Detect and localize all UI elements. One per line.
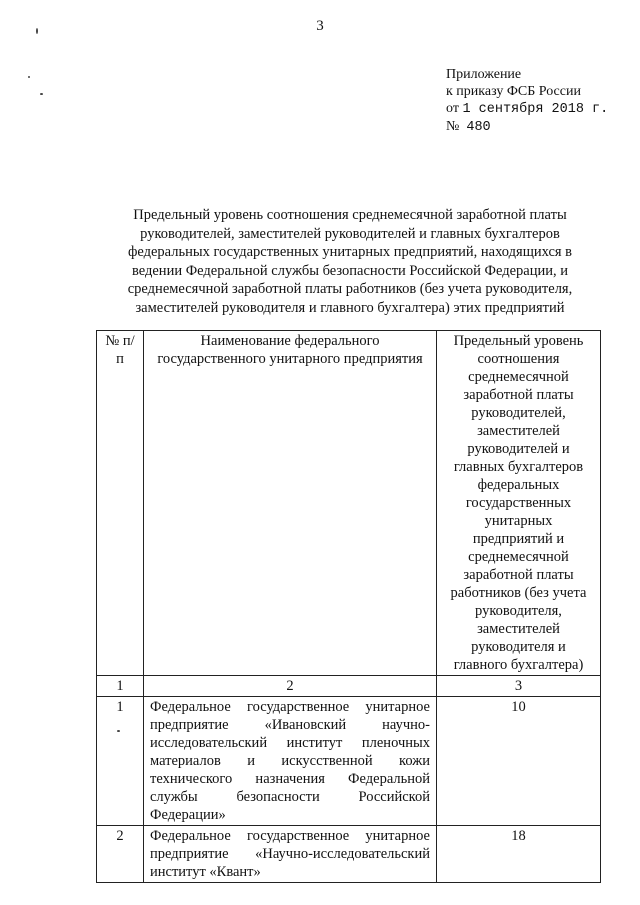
scan-speck xyxy=(40,93,43,95)
table-row xyxy=(97,826,601,883)
title-line: федеральных государственных унитарных предприятий, находящихся в xyxy=(127,244,573,260)
title-line: Предельный уровень соотношения среднемесячной заработной платы xyxy=(133,207,567,223)
appendix-date xyxy=(446,100,608,118)
title-line: заместителей руководителя и главного бухгалтера) этих предприятий xyxy=(135,299,565,316)
header-ratio-level: Предельный уровень соотношения среднемесячной заработной платы руководителей, заместителей руководителей и главных бухгалтеров федеральных государственных унитарных предприятий и среднемесячной заработной платы работников (без учета руководителя, заместителей руководителя и главного бухгалтера) xyxy=(437,331,601,676)
table-row xyxy=(97,697,601,826)
title-line: ведении Федеральной службы безопасности Российской Федерации, и xyxy=(131,262,569,279)
enterprise-name: Федеральное государственное унитарное предприятие «Научно-исследовательский институт «Квант» xyxy=(144,826,437,883)
title-line: среднемесячной заработной платы работников (без учета руководителя, xyxy=(127,281,573,297)
appendix-line-1: Приложение xyxy=(446,67,522,82)
header-number: № п/п xyxy=(97,331,144,676)
appendix-number-prefix: № xyxy=(446,119,460,134)
appendix-line-2: к приказу ФСБ России xyxy=(446,84,581,99)
ratio-table xyxy=(96,330,601,883)
column-index: 3 xyxy=(437,676,601,697)
column-index: 2 xyxy=(144,676,437,697)
title-line: руководителей, заместителей руководителей и главных бухгалтеров xyxy=(140,225,560,242)
ratio-value: 10 xyxy=(437,697,601,826)
appendix-number xyxy=(446,118,608,136)
ratio-value: 18 xyxy=(437,826,601,883)
appendix-block xyxy=(446,66,608,136)
header-enterprise-name: Наименование федерального государственного унитарного предприятия xyxy=(144,331,437,676)
appendix-number-value: 480 xyxy=(466,120,491,135)
document-title xyxy=(95,206,605,317)
appendix-date-value: 1 сентября 2018 г. xyxy=(462,102,609,117)
scan-speck xyxy=(28,76,30,78)
row-number: 1 xyxy=(97,697,144,826)
column-index-row xyxy=(97,676,601,697)
row-number: 2 xyxy=(97,826,144,883)
scan-speck xyxy=(36,28,38,34)
page-number: 3 xyxy=(316,18,324,34)
appendix-date-prefix: от xyxy=(446,101,459,116)
column-index: 1 xyxy=(97,676,144,697)
enterprise-name: Федеральное государственное унитарное предприятие «Ивановский научно-исследовательский институт пленочных материалов и искусственной кожи технического назначения Федеральной службы безопасности Российской Федерации» xyxy=(144,697,437,826)
table-header-row xyxy=(97,331,601,676)
